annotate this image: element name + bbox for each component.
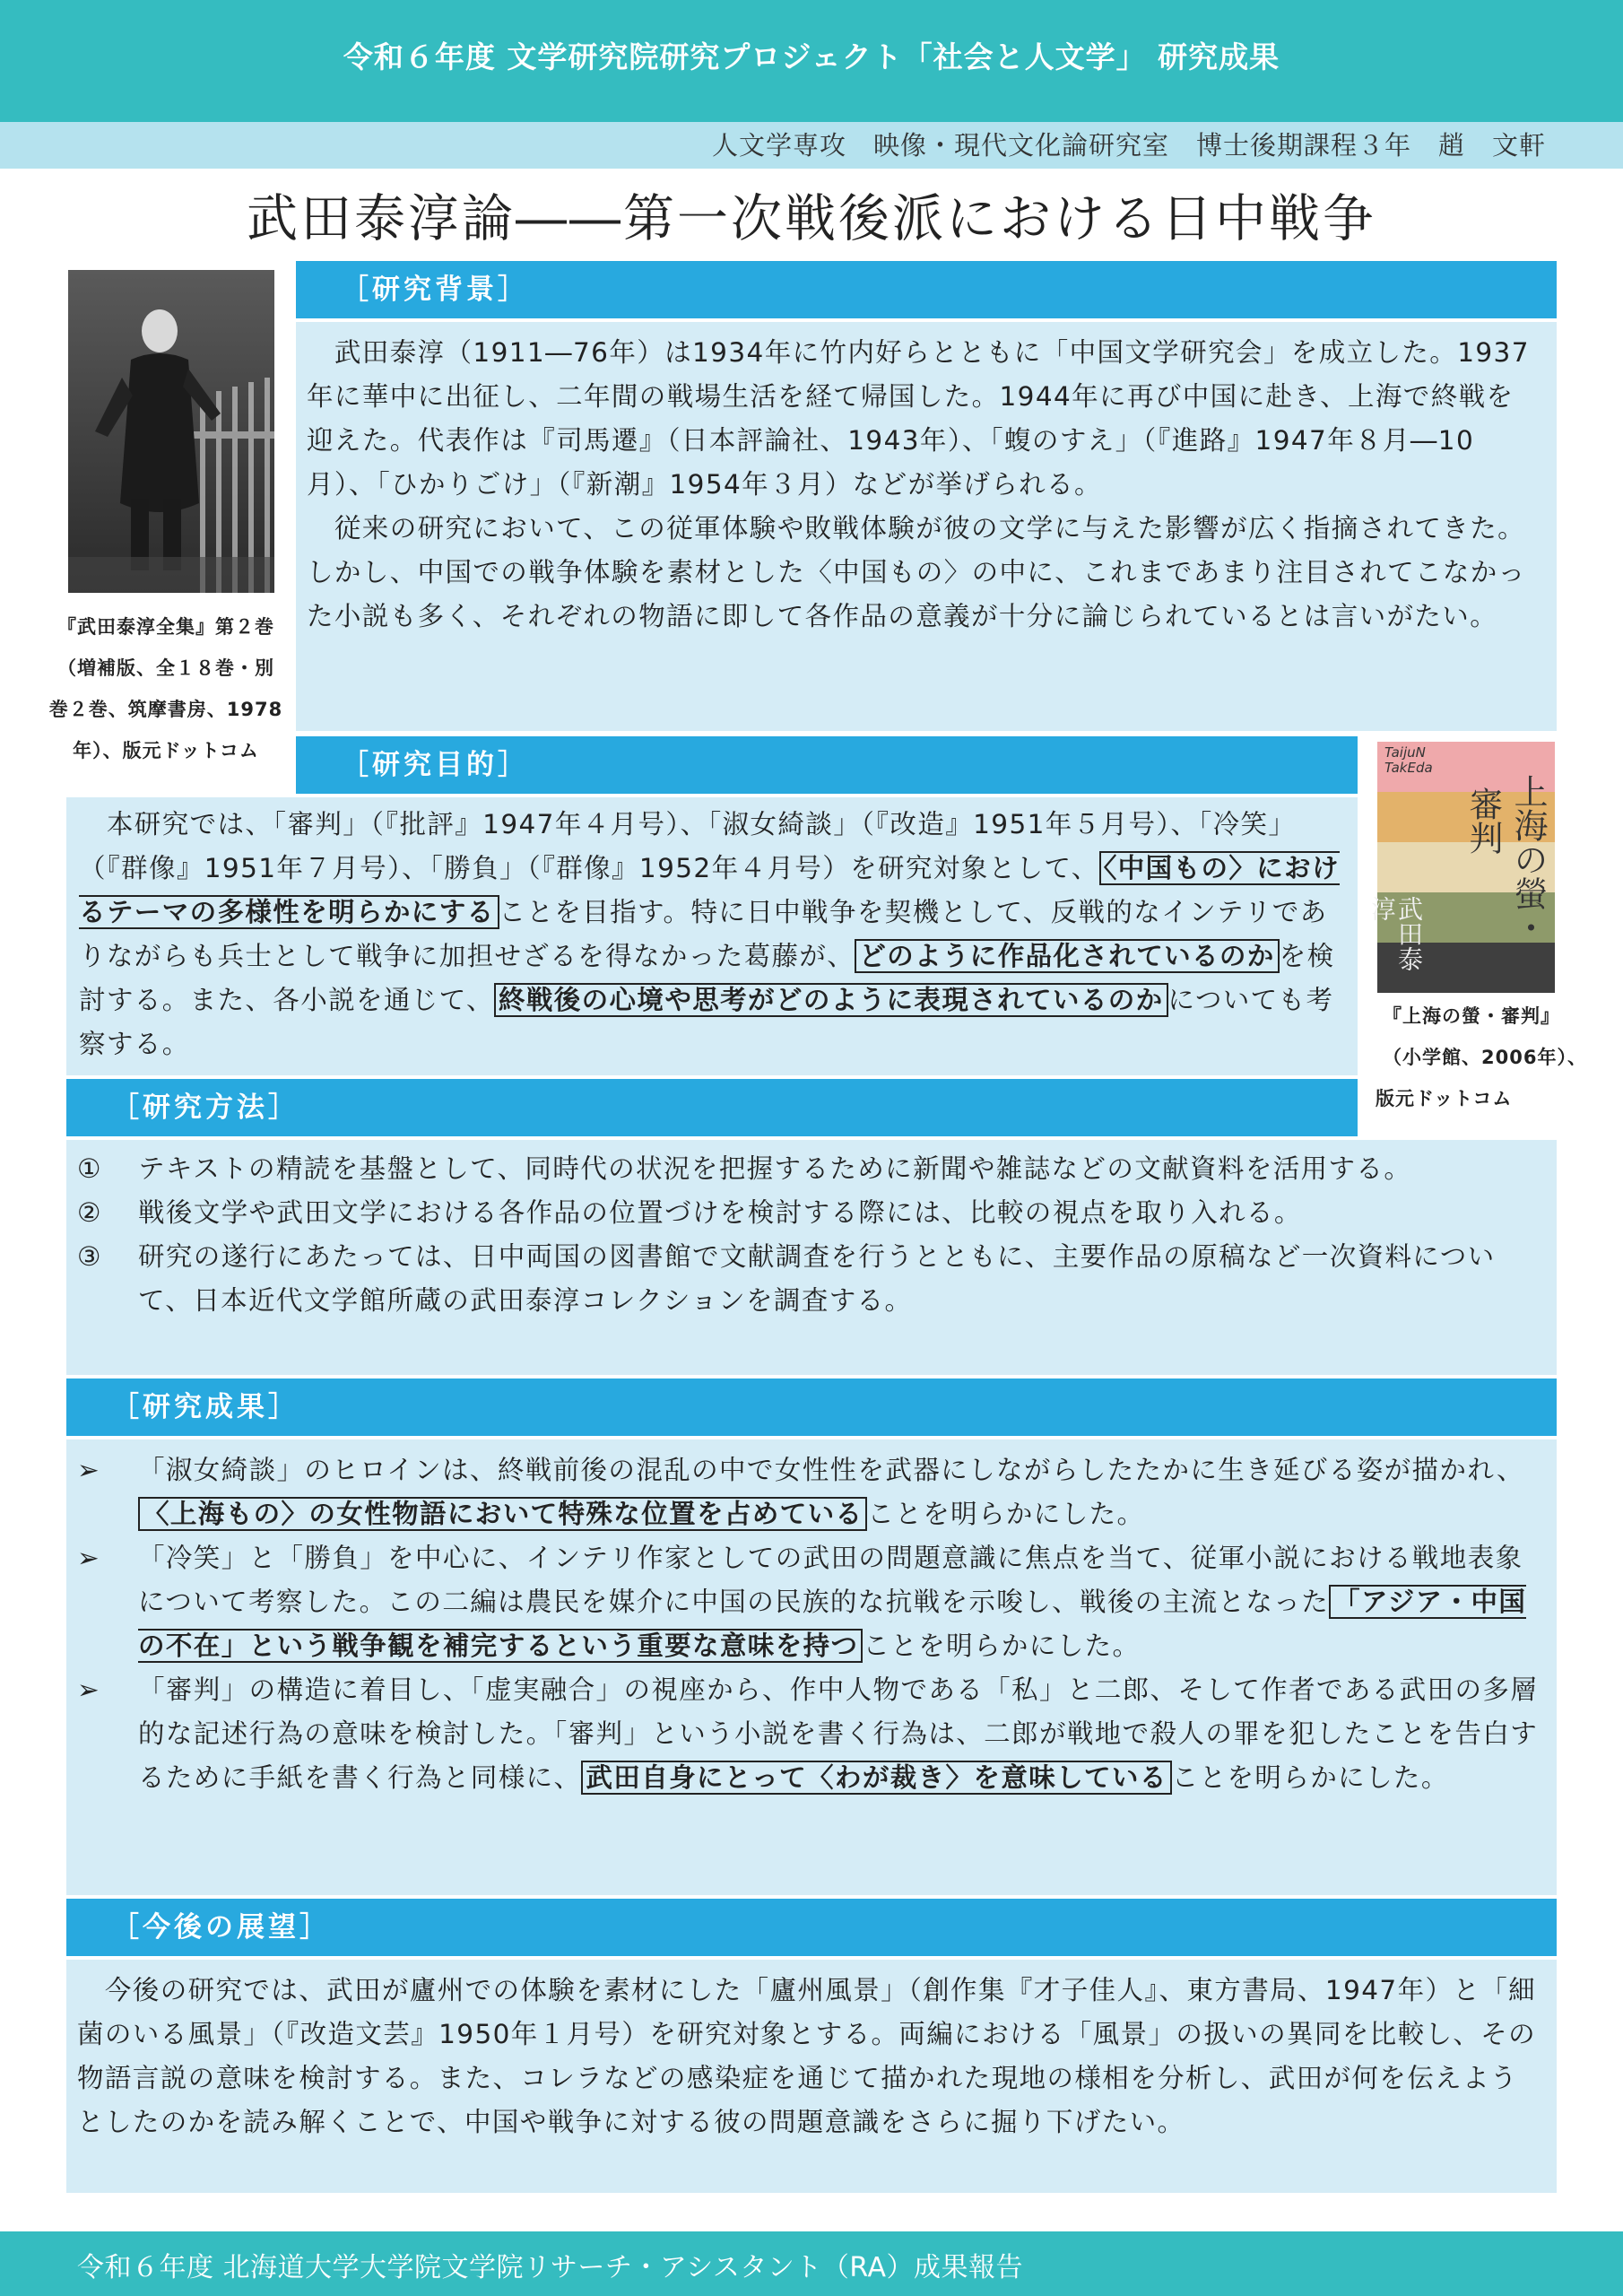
outlook-panel	[66, 1960, 1557, 2193]
author-portrait-photo	[68, 270, 274, 593]
header-title: 令和６年度 文学研究院研究プロジェクト「社会と人文学」 研究成果	[343, 39, 1280, 74]
results-panel	[66, 1439, 1557, 1895]
method-item: ① テキストの精読を基盤として、同時代の状況を把握するために新聞や雑誌などの文献資料を活用する。	[77, 1153, 1412, 1184]
section-heading-purpose: ［研究目的］	[296, 736, 1358, 794]
result-item: ➢ 「冷笑」と「勝負」を中心に、インテリ作家としての武田の問題意識に焦点を当て、従軍小説における戦地表象について考察した。この二編は農民を媒介に中国の民族的な抗戦を示唆し、戦後の主流となった 「アジア・中国の不在」という戦争観を補完するという重要な意味を持つ ことを明らかにした。	[77, 1536, 1541, 1668]
result-item: ➢ 「淑女綺談」のヒロインは、終戦前後の混乱の中で女性性を武器にしながらしたたかに生き延びる姿が描かれ、〈上海もの〉の女性物語において特殊な位置を占めている ことを明らかにした。	[77, 1448, 1541, 1536]
portrait-photo-image	[68, 270, 274, 593]
result-item: ➢ 「審判」の構造に着目し、「虚実融合」の視座から、作中人物である「私」と二郎、そして作者である武田の多層的な記述行為の意味を検討した。「審判」という小説を書く行為は、二郎が戦地で殺人の罪を犯したことを告白するために手紙を書く行為と同様に、 武田自身にとって〈わが裁き〉を意味している ことを明らかにした。	[77, 1668, 1541, 1800]
purpose-panel	[66, 797, 1358, 1075]
highlight-box: 終戦後の心境や思考がどのように表現されているのか	[494, 983, 1168, 1017]
background-paragraph-1: 武田泰淳（1911―76年）は1934年に竹内好らとともに「中国文学研究会」を成立した。1937年に華中に出征し、二年間の戦場生活を経て帰国した。1944年に再び中国に赴き、上海で終戦を迎えた。代表作は『司馬遷』（日本評論社、1943年）、「蝮のすえ」（『進路』1947年８月―10月）、「ひかりごけ」（『新潮』1954年３月）などが挙げられる。	[307, 337, 1530, 500]
book-cover-latin-author: TaijuN TakEda	[1384, 744, 1433, 776]
book-cover-image	[1367, 742, 1555, 993]
highlight-box: 〈上海もの〉の女性物語において特殊な位置を占めている	[138, 1497, 867, 1531]
section-heading-method: ［研究方法］	[66, 1079, 1358, 1136]
section-heading-outlook: ［今後の展望］	[66, 1899, 1557, 1956]
author-line: 人文学専攻 映像・現代文化論研究室 博士後期課程３年 趙 文軒	[711, 130, 1546, 161]
footer-text: 令和６年度 北海道大学大学院文学院リサーチ・アシスタント（RA）成果報告	[77, 2252, 1023, 2283]
highlight-box: どのように作品化されているのか	[855, 939, 1280, 973]
section-heading-background: ［研究背景］	[296, 261, 1557, 318]
book-cover-title-2: 審判	[1463, 787, 1503, 855]
page-title: 武田泰淳論――第一次戦後派における日中戦争	[247, 189, 1376, 248]
bullet-arrow-icon: ➢	[77, 1455, 101, 1485]
method-item: ③ 研究の遂行にあたっては、日中両国の図書館で文献調査を行うとともに、主要作品の原稿など一次資料について、日本近代文学館所蔵の武田泰淳コレクションを調査する。	[77, 1241, 1496, 1316]
book-cover-title-1: 上海の螢・	[1508, 774, 1548, 944]
method-panel	[66, 1140, 1557, 1375]
book-cover-author: 武田泰淳	[1367, 896, 1424, 971]
highlight-box: 武田自身にとって〈わが裁き〉を意味している	[581, 1761, 1171, 1795]
highlight-box: 〈中国もの〉におけるテーマの多様性を明らかにする	[79, 853, 1340, 927]
background-paragraph-2: 従来の研究において、この従軍体験や敗戦体験が彼の文学に与えた影響が広く指摘されてきた。しかし、中国での戦争体験を素材とした〈中国もの〉の中に、これまであまり注目されてこなかった小説も多く、それぞれの物語に即して各作品の意義が十分に論じられているとは言いがたい。	[307, 513, 1526, 631]
portrait-caption: 『武田泰淳全集』第２巻 （増補版、全１８巻・別 巻２巻、筑摩書房、1978 年）、版元ドットコム	[48, 616, 283, 761]
highlight-box: 「アジア・中国の不在」という戦争観を補完するという重要な意味を持つ	[138, 1587, 1527, 1661]
method-item: ② 戦後文学や武田文学における各作品の位置づけを検討する際には、比較の視点を取り入れる。	[77, 1197, 1302, 1228]
purpose-paragraph: 本研究では、「審判」（『批評』1947年４月号）、「淑女綺談」（『改造』1951年５月号）、「冷笑」（『群像』1951年７月号）、「勝負」（『群像』1952年４月号）を研究対象として、 〈中国もの〉におけるテーマの多様性を明らかにする ことを目指す。特に日中戦争を契機として、反戦的なインテリでありながらも兵士として戦争に加担せざるを得なかった葛藤が、 どのように作品化されているのか を検討する。また、各小説を通じて、 終戦後の心境や思考がどのように表現されているのか についても考察する。	[79, 809, 1340, 1059]
bullet-arrow-icon: ➢	[77, 1674, 101, 1705]
bullet-arrow-icon: ➢	[77, 1543, 101, 1573]
section-heading-results: ［研究成果］	[66, 1378, 1557, 1436]
book-caption: 『上海の螢・審判』 （小学館、2006年）、 版元ドットコム	[1376, 1005, 1587, 1109]
background-panel	[296, 322, 1557, 731]
outlook-paragraph: 今後の研究では、武田が廬州での体験を素材にした「廬州風景」（創作集『才子佳人』、東方書局、1947年）と「細菌のいる風景」（『改造文芸』1950年１月号）を研究対象とする。両編における「風景」の扱いの異同を比較し、その物語言説の意味を検討する。また、コレラなどの感染症を通じて描かれた現地の様相を分析し、武田が何を伝えようとしたのかを読み解くことで、中国や戦争に対する彼の問題意識をさらに掘り下げたい。	[77, 1975, 1537, 2137]
